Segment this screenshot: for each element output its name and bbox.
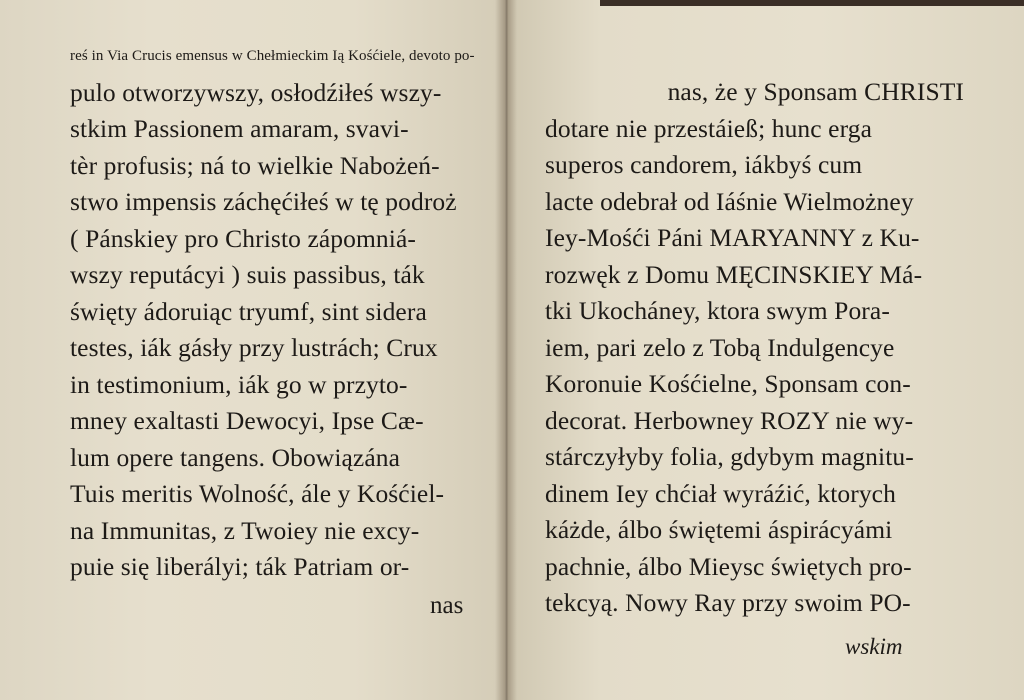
left-line-4: tèr profusis; ná to wielkie Nabożeń- [70,150,440,180]
left-line-6: ( Pánskiey pro Christo zápomniá- [70,223,416,253]
book-gutter [495,0,517,700]
right-catchword: wskim [845,634,903,659]
right-line-2: dotare nie przestáieß; hunc erga [545,113,872,143]
left-catchword: nas [430,592,464,619]
right-page [507,0,1024,700]
left-line-3: stkim Passionem amaram, svavi- [70,114,409,143]
right-line-7: tki Ukocháney, ktora swym Pora- [545,296,890,325]
right-line-12: dinem Iey chćiał wyráźić, ktorych [545,478,896,508]
left-line-13: Tuis meritis Wolność, ále y Kośćiel- [70,479,445,508]
left-line-14: na Immunitas, z Twoiey nie excy- [70,515,420,545]
right-line-5: Iey-Mośći Páni MARYANNY z Ku- [545,223,920,252]
left-line-2: pulo otworzywszy, osłodźiłeś wszy- [70,77,442,107]
right-line-9: Koronuie Kośćielne, Sponsam con- [545,369,911,398]
right-line-15: tekcyą. Nowy Ray przy swoim PO- [545,588,911,617]
right-line-10: decorat. Herbowney ROZY nie wy- [545,405,914,435]
left-line-9: testes, iák gásły przy lustrách; Crux [70,333,438,362]
page-edge-shadow [600,0,1024,6]
right-line-4: lacte odebrał od Iáśnie Wielmożney [545,186,914,216]
left-line-10: in testimonium, iák go w przyto- [70,369,408,399]
left-line-11: mney exaltasti Dewocyi, Ipse Cæ- [70,406,424,435]
left-line-12: lum opere tangens. Obowiązána [70,442,401,472]
right-line-14: pachnie, álbo Mieysc świętych pro- [545,551,912,581]
right-line-13: káżde, álbo świętemi áspirácyámi [545,515,893,544]
right-line-8: iem, pari zelo z Tobą Indulgencye [545,332,895,362]
left-line-15: puie się liberályi; ták Patriam or- [70,552,410,581]
right-line-1: nas, że y Sponsam CHRISTI [667,77,964,106]
right-line-3: superos candorem, iákbyś cum [545,150,863,179]
left-line-1: reś in Via Crucis emensus w Chełmieckim Ią Kośćiele, devoto po- [70,48,475,64]
left-line-8: święty ádoruiąc tryumf, sint sidera [70,296,427,326]
right-line-6: rozwęk z Domu MĘCINSKIEY Má- [545,259,923,289]
right-line-11: stárczyłyby folia, gdybym magnitu- [545,442,914,471]
left-line-5: stwo impensis záchęćiłeś w tę podroż [70,187,457,216]
left-line-7: wszy reputácyi ) suis passibus, ták [70,260,425,289]
